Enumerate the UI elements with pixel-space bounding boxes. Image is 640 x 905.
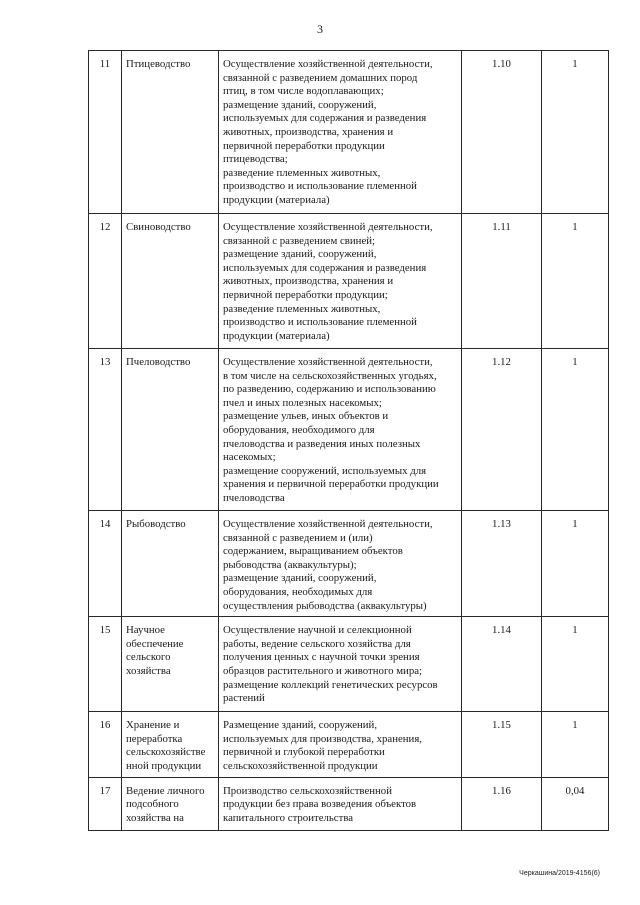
row-name: Ведение личного подсобного хозяйства на [122,777,219,830]
row-description: Осуществление хозяйственной деятельности, в том числе на сельскохозяйственных угодьях, по разведению, содержанию и использованию пчел и иных полезных насекомых; размещение ульев, иных объектов и оборудования, необходимого для пчеловодства и разведения иных полезных насекомых; размещение сооружений, используемых для хранения и первичной переработки продукции пчеловодства [219,349,462,511]
table-row [89,214,609,349]
row-code: 1.14 [462,617,542,712]
row-number: 13 [89,349,122,511]
row-name: Птицеводство [122,51,219,214]
row-number: 14 [89,511,122,617]
table-row [89,51,609,214]
row-code: 1.16 [462,777,542,830]
row-value: 0,04 [542,777,609,830]
row-description: Производство сельскохозяйственной продукции без права возведения объектов капитального строительства [219,777,462,830]
row-name: Научное обеспечение сельского хозяйства [122,617,219,712]
row-number: 16 [89,712,122,777]
row-name: Рыбоводство [122,511,219,617]
row-name: Хранение и переработка сельскохозяйстве нной продукции [122,712,219,777]
row-value: 1 [542,214,609,349]
row-number: 17 [89,777,122,830]
row-name: Свиноводство [122,214,219,349]
row-code: 1.15 [462,712,542,777]
row-code: 1.13 [462,511,542,617]
table-row [89,349,609,511]
table-row [89,511,609,617]
table-row [89,777,609,830]
row-code: 1.10 [462,51,542,214]
row-code: 1.11 [462,214,542,349]
row-description: Осуществление хозяйственной деятельности, связанной с разведением свиней; размещение зданий, сооружений, используемых для содержания и разведения животных, производства, хранения и первичной переработки продукции; разведение племенных животных, производство и использование племенной продукции (материала) [219,214,462,349]
row-description: Осуществление хозяйственной деятельности, связанной с разведением домашних пород птиц, в том числе водоплавающих; размещение зданий, сооружений, используемых для содержания и разведения животных, производства, хранения и первичной переработки продукции птицеводства; разведение племенных животных, производство и использование племенной продукции (материала) [219,51,462,214]
table-row [89,712,609,777]
row-description: Размещение зданий, сооружений, используемых для производства, хранения, первичной и глубокой переработки сельскохозяйственной продукции [219,712,462,777]
document-code: Черкашина/2019-4156(6) [519,870,600,877]
row-number: 12 [89,214,122,349]
row-number: 11 [89,51,122,214]
row-description: Осуществление хозяйственной деятельности, связанной с разведением и (или) содержанием, выращиванием объектов рыбоводства (аквакультуры); размещение зданий, сооружений, оборудования, необходимых для осуществления рыбоводства (аквакультуры) [219,511,462,617]
page-number: 3 [317,22,323,36]
row-description: Осуществление научной и селекционной работы, ведение сельского хозяйства для получения ценных с научной точки зрения образцов растительного и животного мира; размещение коллекций генетических ресурсов растений [219,617,462,712]
row-value: 1 [542,617,609,712]
row-value: 1 [542,51,609,214]
land-use-table [88,50,609,831]
row-number: 15 [89,617,122,712]
table-row [89,617,609,712]
row-code: 1.12 [462,349,542,511]
row-value: 1 [542,511,609,617]
row-value: 1 [542,712,609,777]
row-name: Пчеловодство [122,349,219,511]
row-value: 1 [542,349,609,511]
